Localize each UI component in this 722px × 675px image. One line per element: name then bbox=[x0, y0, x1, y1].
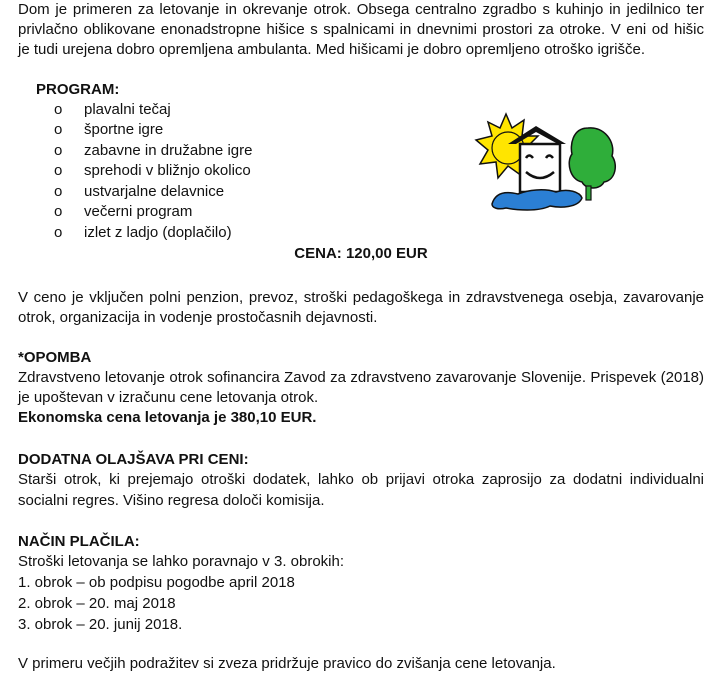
bullet-icon: o bbox=[54, 142, 63, 159]
included-line-2: otrok, organizacija in vodenje prostočasnih dejavnosti. bbox=[18, 309, 378, 326]
price-label: CENA: 120,00 EUR bbox=[294, 245, 428, 262]
program-item-4: sprehodi v bližnjo okolico bbox=[84, 162, 251, 179]
intro-line-1: Dom je primeren za letovanje in okrevanje otrok. Obsega centralno zgradbo s kuhinjo in jedilnico ter bbox=[18, 1, 704, 18]
installment-1: 1. obrok – ob podpisu pogodbe april 2018 bbox=[18, 574, 295, 591]
program-item-2: športne igre bbox=[84, 121, 164, 138]
bullet-icon: o bbox=[54, 183, 63, 200]
bullet-icon: o bbox=[54, 121, 63, 138]
program-item-5: ustvarjalne delavnice bbox=[84, 183, 225, 200]
bullet-icon: o bbox=[54, 224, 63, 241]
tree-icon bbox=[569, 128, 615, 200]
camp-logo-icon bbox=[470, 108, 620, 216]
program-item-1: plavalni tečaj bbox=[84, 101, 171, 118]
bullet-icon: o bbox=[54, 203, 63, 220]
payment-intro: Stroški letovanja se lahko poravnajo v 3. obrokih: bbox=[18, 553, 345, 570]
installment-2: 2. obrok – 20. maj 2018 bbox=[18, 595, 176, 612]
program-item-3: zabavne in družabne igre bbox=[84, 142, 253, 159]
program-heading: PROGRAM: bbox=[36, 81, 120, 98]
installment-3: 3. obrok – 20. junij 2018. bbox=[18, 616, 183, 633]
discount-line-1: Starši otrok, ki prejemajo otroški dodatek, lahko ob prijavi otroka zaprosijo za dodatni individualni bbox=[18, 471, 704, 488]
note-line-1: Zdravstveno letovanje otrok sofinancira Zavod za zdravstveno zavarovanje Slovenije. Prispevek (2018) bbox=[18, 369, 704, 386]
footer-note: V primeru večjih podražitev si zveza pridržuje pravico do zvišanja cene letovanja. bbox=[18, 655, 556, 672]
note-line-2: je upoštevan v izračunu cene letovanja otrok. bbox=[18, 389, 319, 406]
payment-heading: NAČIN PLAČILA: bbox=[18, 533, 140, 550]
bullet-icon: o bbox=[54, 162, 63, 179]
included-line-1: V ceno je vključen polni penzion, prevoz, stroški pedagoškega in zdravstvenega osebja, zavarovanje bbox=[18, 289, 704, 306]
program-item-7: izlet z ladjo (doplačilo) bbox=[84, 224, 232, 241]
bullet-icon: o bbox=[54, 101, 63, 118]
program-item-6: večerni program bbox=[84, 203, 193, 220]
discount-line-2: socialni regres. Višino regresa določi komisija. bbox=[18, 492, 325, 509]
intro-line-2: privlačno oblikovane enonadstropne hišice s spalnicami in dnevnimi prostori za otroke. V eni od hišic bbox=[18, 21, 704, 38]
intro-line-3: je tudi urejena dobro opremljena ambulanta. Med hišicami je dobro opremljeno otroško igrišče. bbox=[18, 41, 646, 58]
discount-heading: DODATNA OLAJŠAVA PRI CENI: bbox=[18, 451, 249, 468]
water-icon bbox=[492, 190, 582, 210]
economic-price: Ekonomska cena letovanja je 380,10 EUR. bbox=[18, 409, 317, 426]
note-heading: *OPOMBA bbox=[18, 349, 92, 366]
